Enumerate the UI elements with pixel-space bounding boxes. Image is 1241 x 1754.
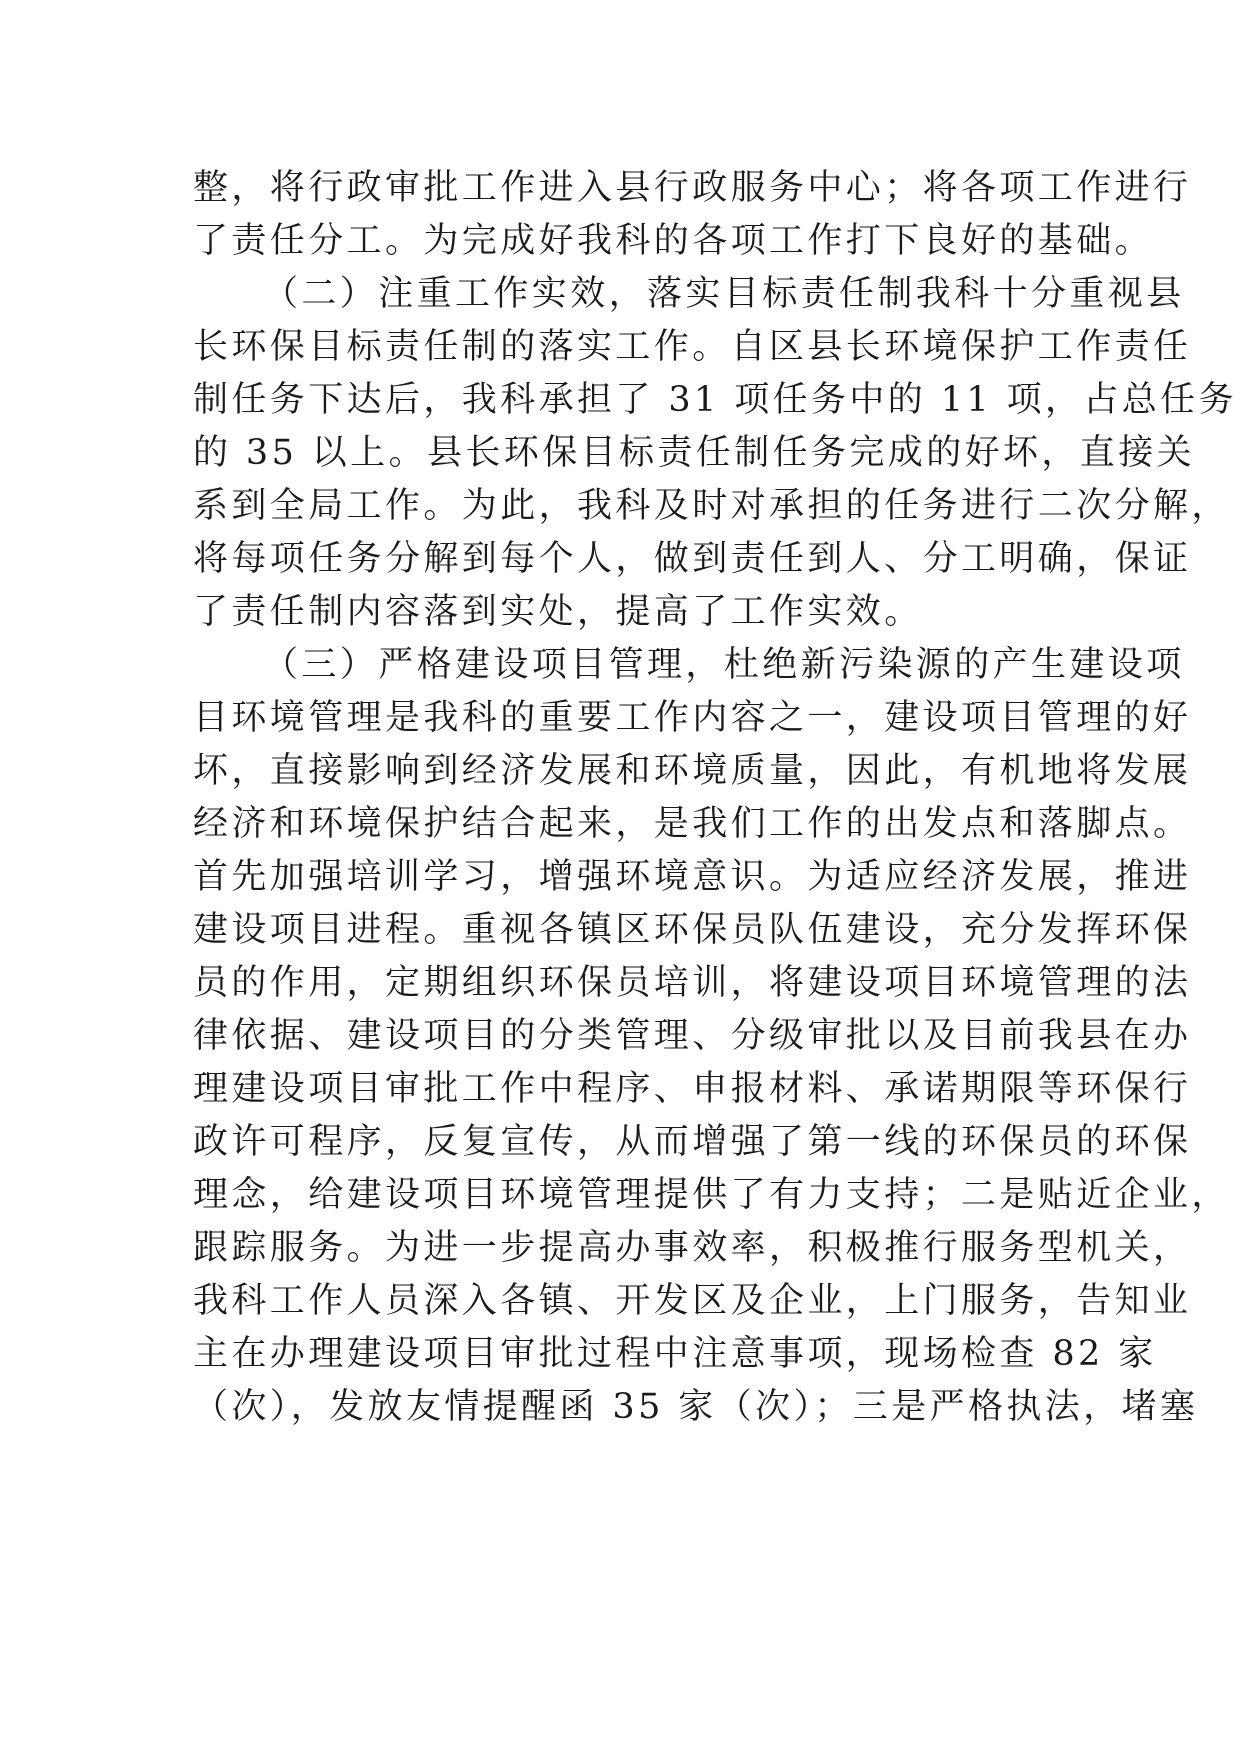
text-line: 坏，直接影响到经济发展和环境质量，因此，有机地将发展 — [193, 751, 1192, 791]
section-heading-line: （三）严格建设项目管理，杜绝新污染源的产生建设项 — [263, 645, 1185, 685]
text-line: 长环保目标责任制的落实工作。自区县长环境保护工作责任 — [193, 327, 1192, 367]
text-line: 了责任分工。为完成好我科的各项工作打下良好的基础。 — [193, 221, 1154, 261]
text-line: 主在办理建设项目审批过程中注意事项，现场检查 82 家 — [193, 1334, 1157, 1374]
text-line: 政许可程序，反复宣传，从而增强了第一线的环保员的环保 — [193, 1122, 1192, 1162]
text-line: 首先加强培训学习，增强环境意识。为适应经济发展，推进 — [193, 857, 1192, 897]
text-line: 跟踪服务。为进一步提高办事效率，积极推行服务型机关， — [193, 1228, 1192, 1268]
body-text — [193, 162, 1237, 1434]
text-line: 我科工作人员深入各镇、开发区及企业，上门服务，告知业 — [193, 1281, 1192, 1321]
text-line: 理建设项目审批工作中程序、申报材料、承诺期限等环保行 — [193, 1069, 1192, 1109]
text-line: 系到全局工作。为此，我科及时对承担的任务进行二次分解， — [193, 486, 1230, 526]
text-line: 整，将行政审批工作进入县行政服务中心；将各项工作进行 — [193, 168, 1192, 208]
text-line: 了责任制内容落到实处，提高了工作实效。 — [193, 592, 923, 632]
text-line: 的 35 以上。县长环保目标责任制任务完成的好坏，直接关 — [193, 433, 1195, 473]
text-line: （次），发放友情提醒函 35 家（次）；三是严格执法，堵塞 — [193, 1387, 1199, 1427]
text-line: 经济和环境保护结合起来，是我们工作的出发点和落脚点。 — [193, 804, 1192, 844]
text-line: 将每项任务分解到每个人，做到责任到人、分工明确，保证 — [193, 539, 1192, 579]
section-heading-line: （二）注重工作实效，落实目标责任制我科十分重视县 — [263, 274, 1185, 314]
text-line: 律依据、建设项目的分类管理、分级审批以及目前我县在办 — [193, 1016, 1192, 1056]
text-line: 员的作用，定期组织环保员培训，将建设项目环境管理的法 — [193, 963, 1192, 1003]
text-line: 建设项目进程。重视各镇区环保员队伍建设，充分发挥环保 — [193, 910, 1192, 950]
text-line: 制任务下达后，我科承担了 31 项任务中的 11 项，占总任务 — [193, 380, 1237, 420]
text-line: 目环境管理是我科的重要工作内容之一，建设项目管理的好 — [193, 698, 1192, 738]
text-line: 理念，给建设项目环境管理提供了有力支持；二是贴近企业， — [193, 1175, 1230, 1215]
